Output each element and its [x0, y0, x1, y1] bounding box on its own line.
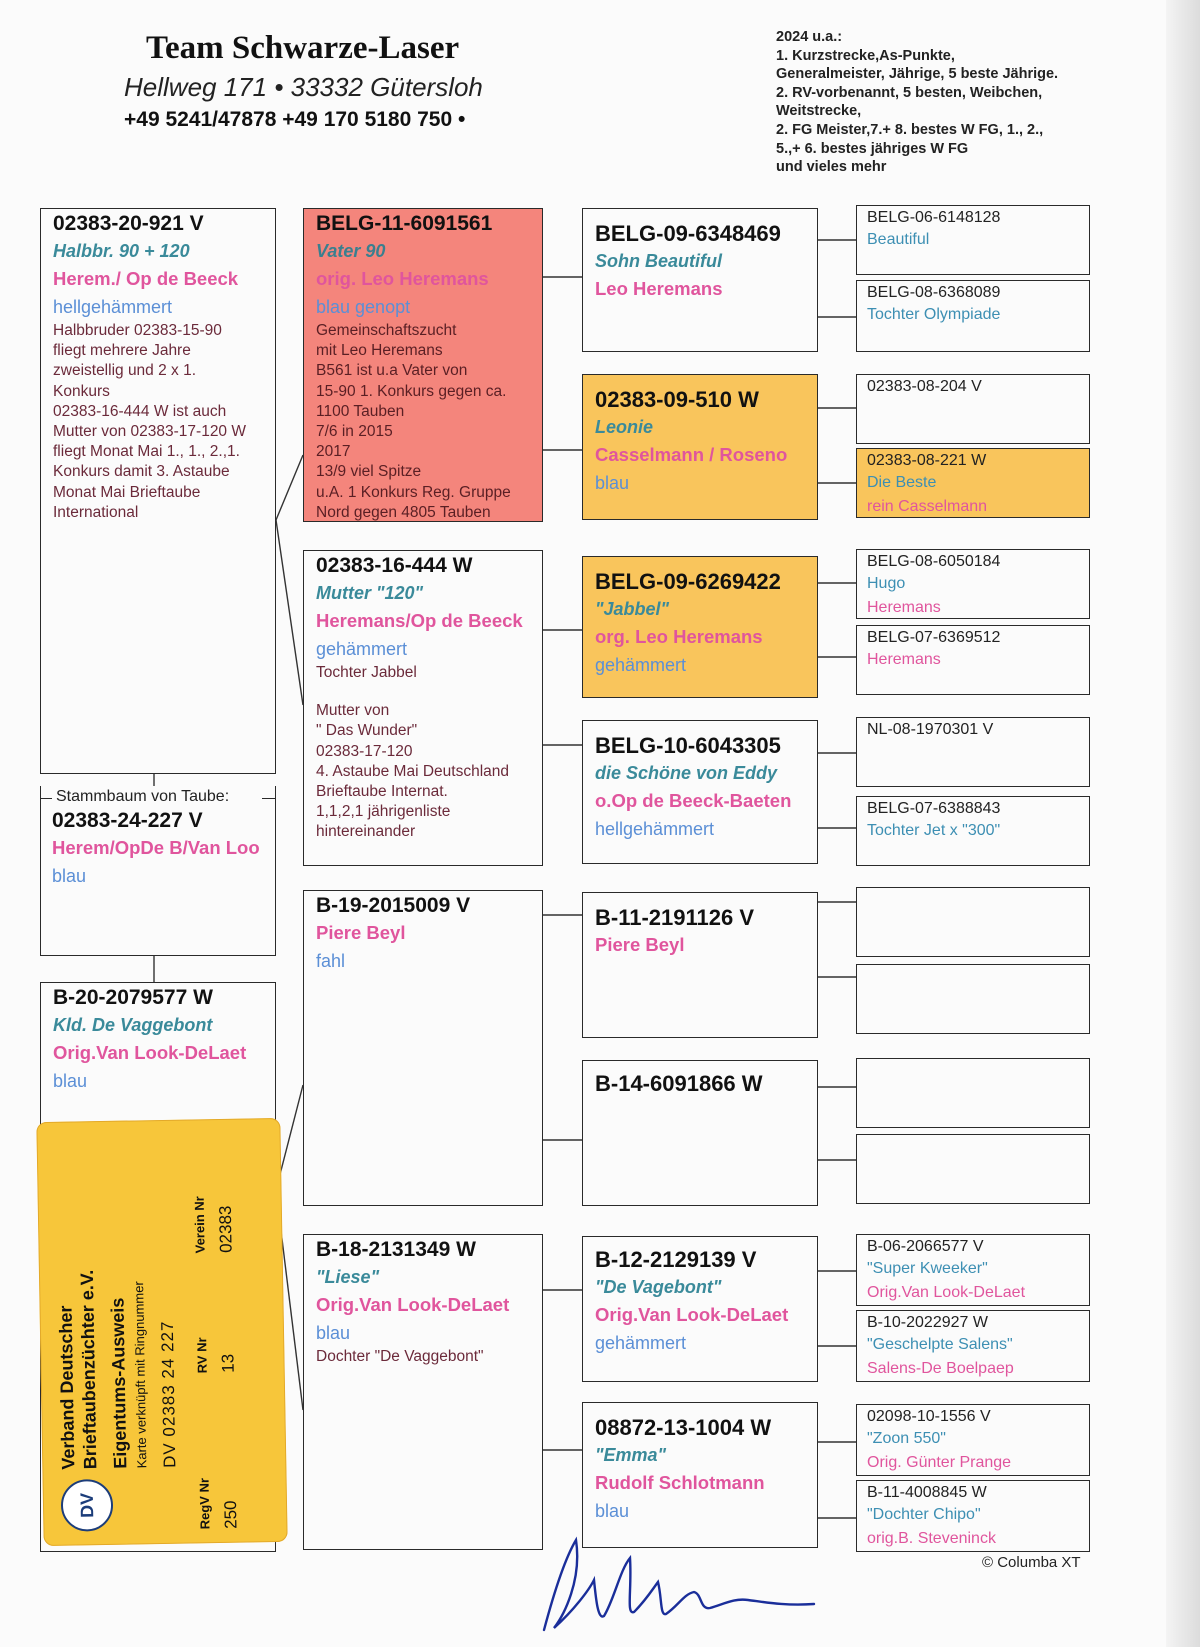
maternal-grandfather-color: fahl	[316, 951, 346, 971]
gen4-ring: NL-08-1970301 V	[867, 721, 994, 738]
gen4-ring: 02383-08-221 W	[867, 452, 987, 469]
paternal-grandmother-breed: Heremans/Op de Beeck	[316, 610, 523, 631]
subject-breed: Herem/OpDe B/Van Loo	[52, 837, 260, 858]
award-line: 2. FG Meister,7.+ 8. bestes W FG, 1., 2.,	[776, 121, 1044, 138]
ownership-card-content	[36, 1118, 287, 1546]
gen3-mff-breed: Piere Beyl	[595, 934, 685, 955]
gen4-box-empty	[856, 1058, 1090, 1128]
gen4-box	[856, 1234, 1090, 1306]
note-line: zweistellig und 2 x 1.	[53, 362, 197, 380]
gen3-fmm-ring: BELG-10-6043305	[595, 733, 781, 758]
gen3-fmm-color: hellgehämmert	[595, 819, 715, 839]
gen3-fmf-box	[582, 556, 818, 698]
gen3-ffm-breed: Casselmann / Roseno	[595, 444, 788, 465]
gen4-box	[856, 717, 1090, 787]
gen4-box	[856, 1480, 1090, 1552]
gen3-ffm-nickname: Leonie	[595, 417, 654, 437]
award-line: Weitstrecke,	[776, 103, 862, 120]
father-nickname: Halbbr. 90 + 120	[53, 241, 190, 261]
breeder-phones: +49 5241/47878 +49 170 5180 750 •	[124, 108, 466, 131]
gen3-fff-box	[582, 208, 818, 352]
note-line: B561 ist u.a Vater von	[316, 362, 468, 380]
maternal-grandmother-breed: Orig.Van Look-DeLaet	[316, 1294, 510, 1315]
gen3-fmm-breed: o.Op de Beeck-Baeten	[595, 790, 792, 811]
mother-ring: B-20-2079577 W	[53, 986, 213, 1009]
maternal-grandfather-box	[303, 890, 543, 1206]
gen4-ring: 02383-08-204 V	[867, 378, 982, 395]
gen4-ring: B-10-2022927 W	[867, 1314, 988, 1331]
dv-logo-icon: DV	[61, 1479, 114, 1532]
gen4-ring: BELG-07-6388843	[867, 800, 1001, 817]
mother-nickname: Kld. De Vaggebont	[53, 1015, 213, 1035]
card-verein-label: Verein Nr	[191, 1196, 208, 1254]
subject-box-top-left	[40, 798, 52, 799]
note-line: Konkurs	[53, 382, 110, 400]
gen4-breed: orig.B. Steveninck	[867, 1530, 996, 1547]
breeder-address: Hellweg 171 • 33332 Gütersloh	[124, 72, 483, 102]
gen3-fmm-nickname: die Schöne von Eddy	[595, 763, 778, 783]
paternal-grandmother-notes	[316, 701, 542, 842]
gen3-ffm-color: blau	[595, 473, 630, 493]
gen3-mff-ring: B-11-2191126 V	[595, 905, 755, 930]
card-regv-value: 250	[220, 1500, 241, 1529]
note-line: Mutter von 02383-17-120 W	[53, 423, 246, 441]
maternal-grandfather-breed: Piere Beyl	[316, 922, 406, 943]
paternal-grandfather-breed: orig. Leo Heremans	[316, 268, 489, 289]
gen3-fmf-color: gehämmert	[595, 655, 687, 675]
card-title: Eigentums-Ausweis	[107, 1297, 131, 1469]
gen4-nickname: "Geschelpte Salens"	[867, 1336, 1013, 1353]
gen4-nickname: Hugo	[867, 575, 906, 592]
maternal-grandmother-box	[303, 1234, 543, 1550]
gen4-ring: BELG-06-6148128	[867, 209, 1001, 226]
note-line: International	[53, 503, 139, 521]
paternal-grandfather-ring: BELG-11-6091561	[316, 212, 493, 235]
father-breed: Herem./ Op de Beeck	[53, 268, 239, 289]
gen3-fff-nickname: Sohn Beautiful	[595, 251, 722, 271]
note-line: " Das Wunder"	[316, 722, 418, 740]
paternal-grandmother-color: gehämmert	[316, 639, 408, 659]
gen4-ring: BELG-08-6368089	[867, 284, 1001, 301]
gen4-nickname: "Dochter Chipo"	[867, 1506, 981, 1523]
gen4-breed: Heremans	[867, 599, 941, 616]
paternal-grandfather-nickname: Vater 90	[316, 241, 386, 261]
note-line: 4. Astaube Mai Deutschland	[316, 762, 510, 780]
maternal-grandmother-note: Dochter "De Vaggebont"	[316, 1348, 484, 1365]
gen4-nickname: Tochter Jet x "300"	[867, 822, 1001, 839]
gen3-mmm-ring: 08872-13-1004 W	[595, 1415, 772, 1440]
note-line: mit Leo Heremans	[316, 342, 443, 360]
subject-content	[52, 808, 260, 890]
gen4-box	[856, 1404, 1090, 1476]
gen4-breed: Salens-De Boelpaep	[867, 1360, 1014, 1377]
gen4-breed: Orig.Van Look-DeLaet	[867, 1284, 1026, 1301]
maternal-grandfather-ring: B-19-2015009 V	[316, 894, 471, 917]
gen4-ring: B-06-2066577 V	[867, 1238, 984, 1255]
gen3-mfm-ring: B-14-6091866 W	[595, 1071, 763, 1096]
page-edge-shadow	[1166, 0, 1200, 1647]
paternal-grandmother-box	[303, 550, 543, 866]
note-line: Gemeinschaftszucht	[316, 322, 457, 339]
father-ring: 02383-20-921 V	[53, 212, 204, 235]
mother-color: blau	[53, 1071, 88, 1091]
gen3-fff-breed: Leo Heremans	[595, 278, 723, 299]
gen4-nickname: "Zoon 550"	[867, 1430, 946, 1447]
gen3-mmf-breed: Orig.Van Look-DeLaet	[595, 1304, 789, 1325]
mother-breed: Orig.Van Look-DeLaet	[53, 1042, 247, 1063]
gen4-ring: BELG-08-6050184	[867, 553, 1001, 570]
award-line: Generalmeister, Jährige, 5 beste Jährige.	[776, 66, 1059, 83]
paternal-grandfather-notes	[316, 321, 542, 522]
gen4-ring: 02098-10-1556 V	[867, 1408, 991, 1425]
gen3-fmm-box	[582, 720, 818, 864]
paternal-grandfather-color: blau genopt	[316, 297, 411, 317]
gen4-breed: rein Casselmann	[867, 498, 988, 515]
father-color: hellgehämmert	[53, 297, 173, 317]
gen3-mmf-color: gehämmert	[595, 1333, 687, 1353]
gen3-mmm-breed: Rudolf Schlotmann	[595, 1472, 765, 1493]
gen4-nickname: Tochter Olympiade	[867, 306, 1001, 323]
gen4-box-empty	[856, 887, 1090, 957]
note-line: Halbbruder 02383-15-90	[53, 322, 222, 339]
note-line: Brieftaube Internat.	[316, 783, 448, 801]
subject-color: blau	[52, 866, 87, 886]
gen3-fmf-ring: BELG-09-6269422	[595, 569, 781, 594]
award-line: 5.,+ 6. bestes jähriges W FG	[776, 140, 969, 157]
maternal-grandmother-color: blau	[316, 1323, 351, 1343]
gen3-ffm-ring: 02383-09-510 W	[595, 387, 759, 412]
gen4-nickname: Beautiful	[867, 231, 930, 248]
maternal-grandmother-ring: B-18-2131349 W	[316, 1238, 476, 1261]
gen4-breed: Orig. Günter Prange	[867, 1454, 1012, 1471]
gen4-box	[856, 280, 1090, 352]
award-line: und vieles mehr	[776, 159, 887, 176]
note-line: fliegt Monat Mai 1., 1., 2.,1.	[53, 443, 240, 461]
gen3-fmf-breed: org. Leo Heremans	[595, 626, 763, 647]
card-verein-value: 02383	[215, 1205, 236, 1254]
gen3-fff-ring: BELG-09-6348469	[595, 221, 781, 246]
gen4-box	[856, 625, 1090, 695]
note-line: 2017	[316, 443, 351, 461]
gen4-nickname: "Super Kweeker"	[867, 1260, 988, 1277]
gen4-box-empty	[856, 964, 1090, 1034]
gen4-box	[856, 205, 1090, 275]
gen4-box	[856, 1310, 1090, 1382]
paternal-grandmother-nickname: Mutter "120"	[316, 583, 424, 603]
gen3-mmf-nickname: "De Vagebont"	[595, 1277, 722, 1297]
gen4-breed: Heremans	[867, 651, 941, 668]
gen3-mmf-box	[582, 1236, 818, 1382]
gen3-fmf-nickname: "Jabbel"	[595, 599, 670, 619]
subject-label: Stammbaum von Taube:	[56, 788, 230, 805]
note-line: 02383-17-120	[316, 742, 413, 760]
paternal-grandfather-box	[303, 208, 543, 522]
gen4-ring: BELG-07-6369512	[867, 629, 1001, 646]
gen4-box	[856, 448, 1090, 518]
note-line: 15-90 1. Konkurs gegen ca.	[316, 382, 507, 400]
awards-list	[776, 28, 1106, 177]
award-line: 2024 u.a.:	[776, 29, 843, 45]
card-org-line2: Brieftaubenzüchter e.V.	[76, 1269, 101, 1470]
card-regv-label: RegV Nr	[196, 1477, 213, 1530]
award-line: 2. RV-vorbenannt, 5 besten, Weibchen,	[776, 84, 1043, 101]
paternal-grandmother-ring: 02383-16-444 W	[316, 554, 473, 577]
note-line: Monat Mai Brieftaube	[53, 483, 201, 501]
gen4-box-empty	[856, 1134, 1090, 1204]
note-line: Nord gegen 4805 Tauben	[316, 503, 491, 521]
ownership-card	[36, 1118, 287, 1546]
note-line: 1100 Tauben	[316, 402, 405, 420]
father-notes	[53, 321, 275, 523]
handwritten-signature	[534, 1520, 844, 1640]
gen4-box	[856, 549, 1090, 619]
paternal-grandmother-note: Tochter Jabbel	[316, 664, 417, 681]
gen4-nickname: Die Beste	[867, 474, 937, 491]
gen4-box	[856, 374, 1090, 444]
gen3-mmm-nickname: "Emma"	[595, 1445, 667, 1465]
card-org-line1: Verband Deutscher	[55, 1305, 79, 1470]
subject-ring: 02383-24-227 V	[52, 809, 203, 832]
breeder-name: Team Schwarze-Laser	[146, 30, 460, 66]
note-line: 1,1,2,1 jährigenliste	[316, 803, 451, 821]
card-ring-number: DV 02383 24 227	[157, 1320, 180, 1469]
maternal-grandmother-nickname: "Liese"	[316, 1267, 380, 1287]
copyright-notice: © Columba XT	[982, 1554, 1081, 1571]
gen4-box	[856, 796, 1090, 866]
card-subtitle: Karte verknüpft mit Ringnummer	[131, 1281, 150, 1469]
gen4-ring: B-11-4008845 W	[867, 1484, 987, 1501]
gen3-ffm-box	[582, 374, 818, 520]
note-line: 02383-16-444 W ist auch	[53, 402, 227, 420]
gen3-mmm-color: blau	[595, 1501, 630, 1521]
note-line: u.A. 1 Konkurs Reg. Gruppe	[316, 483, 511, 501]
note-line: fliegt mehrere Jahre	[53, 342, 191, 360]
gen3-mff-box	[582, 892, 818, 1038]
note-line: 7/6 in 2015	[316, 423, 393, 441]
gen3-mfm-box	[582, 1060, 818, 1206]
award-line: 1. Kurzstrecke,As-Punkte,	[776, 47, 955, 64]
card-rv-value: 13	[218, 1353, 238, 1374]
card-rv-label: RV Nr	[194, 1337, 210, 1374]
note-line: Konkurs damit 3. Astaube	[53, 463, 230, 481]
note-line: 13/9 viel Spitze	[316, 463, 422, 481]
gen3-mmf-ring: B-12-2129139 V	[595, 1247, 757, 1272]
father-box	[40, 208, 276, 774]
subject-box-top-right	[262, 798, 276, 799]
note-line: Mutter von	[316, 702, 390, 720]
note-line: hintereinander	[316, 823, 416, 841]
